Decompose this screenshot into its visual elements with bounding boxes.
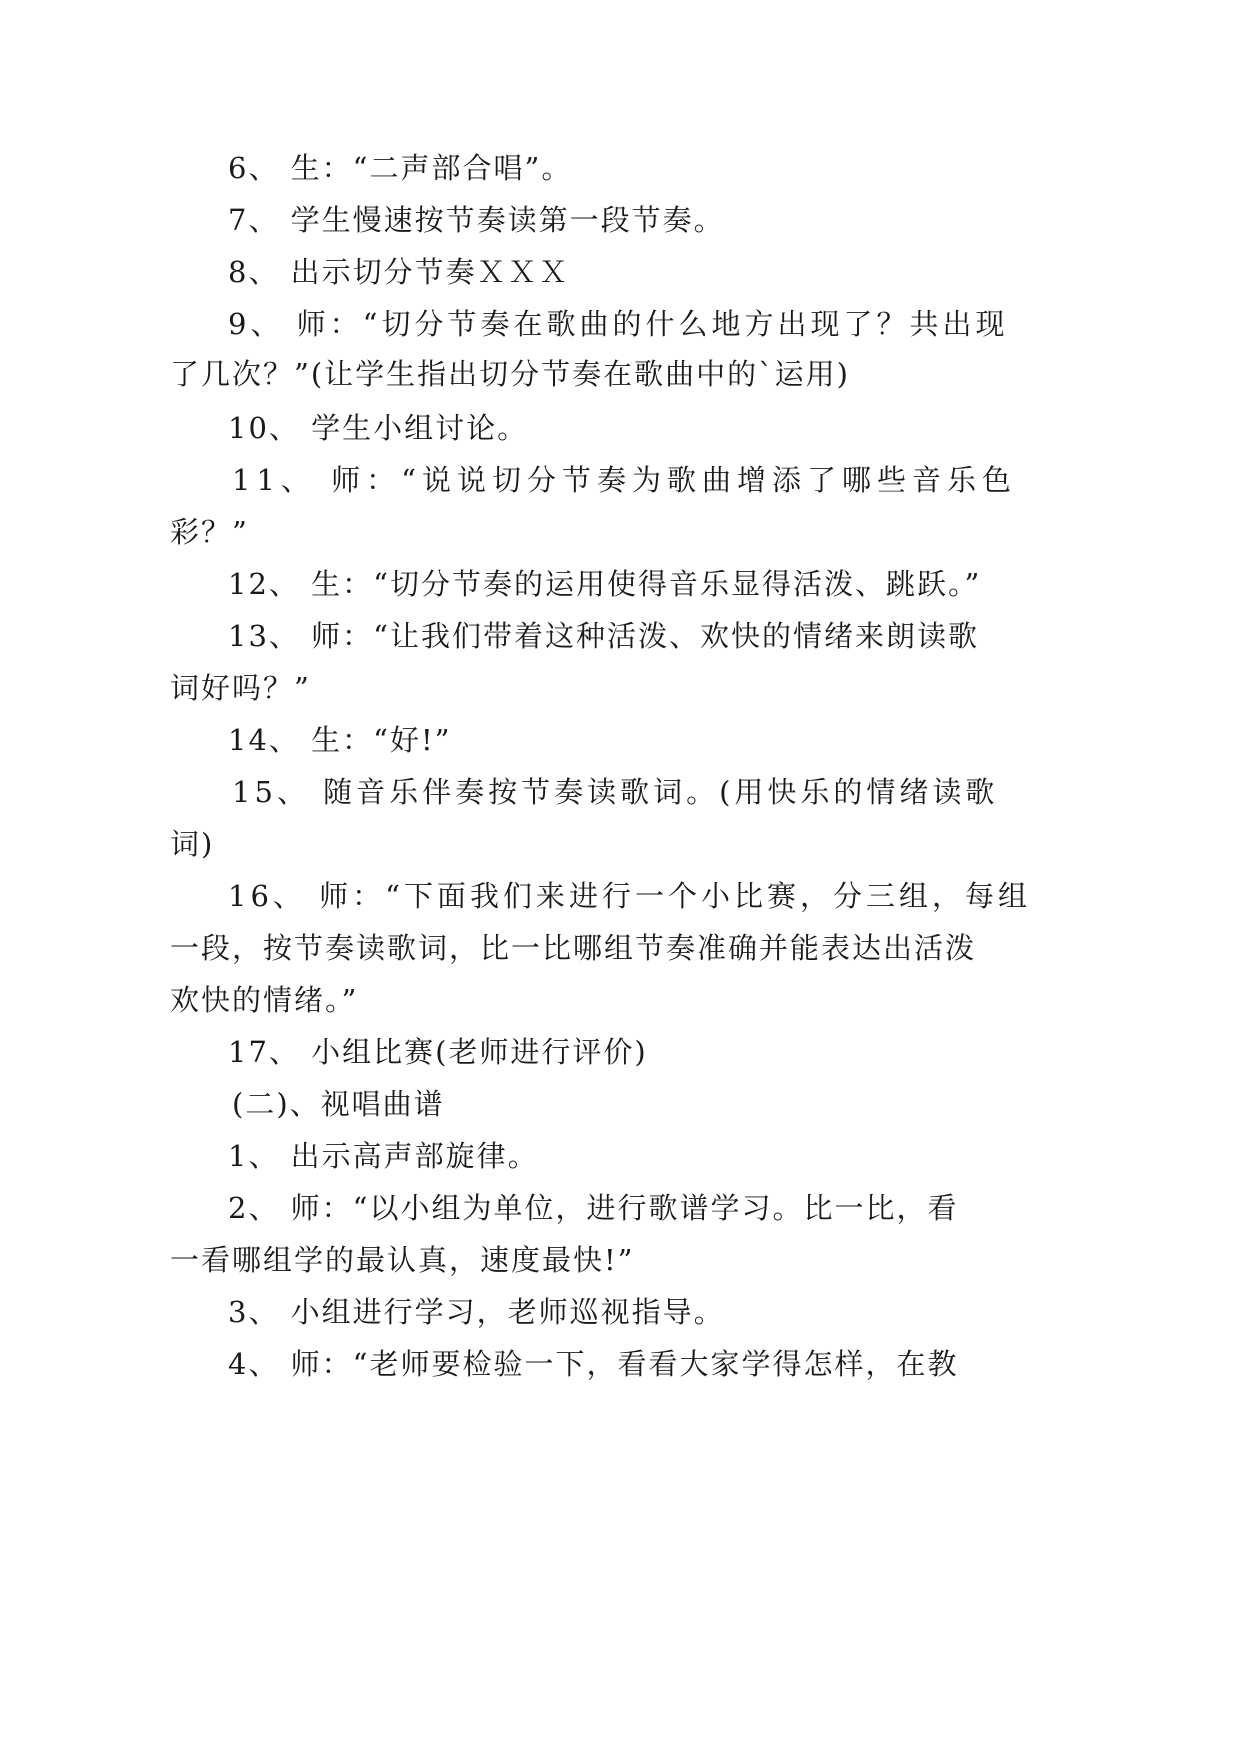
text-line: 3、 小组进行学习，老师巡视指导。	[228, 1295, 725, 1329]
text-line: 一看哪组学的最认真，速度最快!”	[170, 1243, 635, 1277]
text-line: 2、 师：“以小组为单位，进行歌谱学习。比一比，看	[228, 1191, 959, 1225]
text-line: 11、 师：“说说切分节奏为歌曲增添了哪些音乐色	[232, 463, 1017, 497]
text-line: 一段，按节奏读歌词，比一比哪组节奏准确并能表达出活泼	[170, 931, 977, 965]
text-line: 7、 学生慢速按节奏读第一段节奏。	[228, 203, 725, 237]
text-line: 13、 师：“让我们带着这种活泼、欢快的情绪来朗读歌	[228, 619, 979, 653]
text-line: 8、 出示切分节奏ＸＸＸ	[228, 255, 570, 289]
text-line: 12、 生：“切分节奏的运用使得音乐显得活泼、跳跃。”	[228, 567, 982, 601]
text-line: 词好吗？”	[170, 671, 311, 705]
text-line: 9、 师：“切分节奏在歌曲的什么地方出现了？共出现	[228, 307, 1009, 341]
text-line: 17、 小组比赛(老师进行评价)	[228, 1035, 648, 1069]
text-line: 了几次？”(让学生指出切分节奏在歌曲中的`运用)	[170, 357, 850, 391]
text-line: 14、 生：“好!”	[228, 723, 452, 757]
text-line: 16、 师：“下面我们来进行一个小比赛，分三组，每组	[228, 879, 1031, 913]
text-line: 6、 生：“二声部合唱”。	[228, 151, 573, 185]
text-line: 1、 出示高声部旋律。	[228, 1139, 539, 1173]
text-line: 4、 师：“老师要检验一下，看看大家学得怎样，在教	[228, 1347, 959, 1381]
text-line: 词)	[170, 827, 215, 861]
text-line: 15、 随音乐伴奏按节奏读歌词。(用快乐的情绪读歌	[232, 775, 999, 809]
section-heading: (二)、视唱曲谱	[232, 1087, 445, 1121]
text-line: 欢快的情绪。”	[170, 983, 359, 1017]
text-line: 彩？”	[170, 515, 249, 549]
text-line: 10、 学生小组讨论。	[228, 411, 529, 445]
